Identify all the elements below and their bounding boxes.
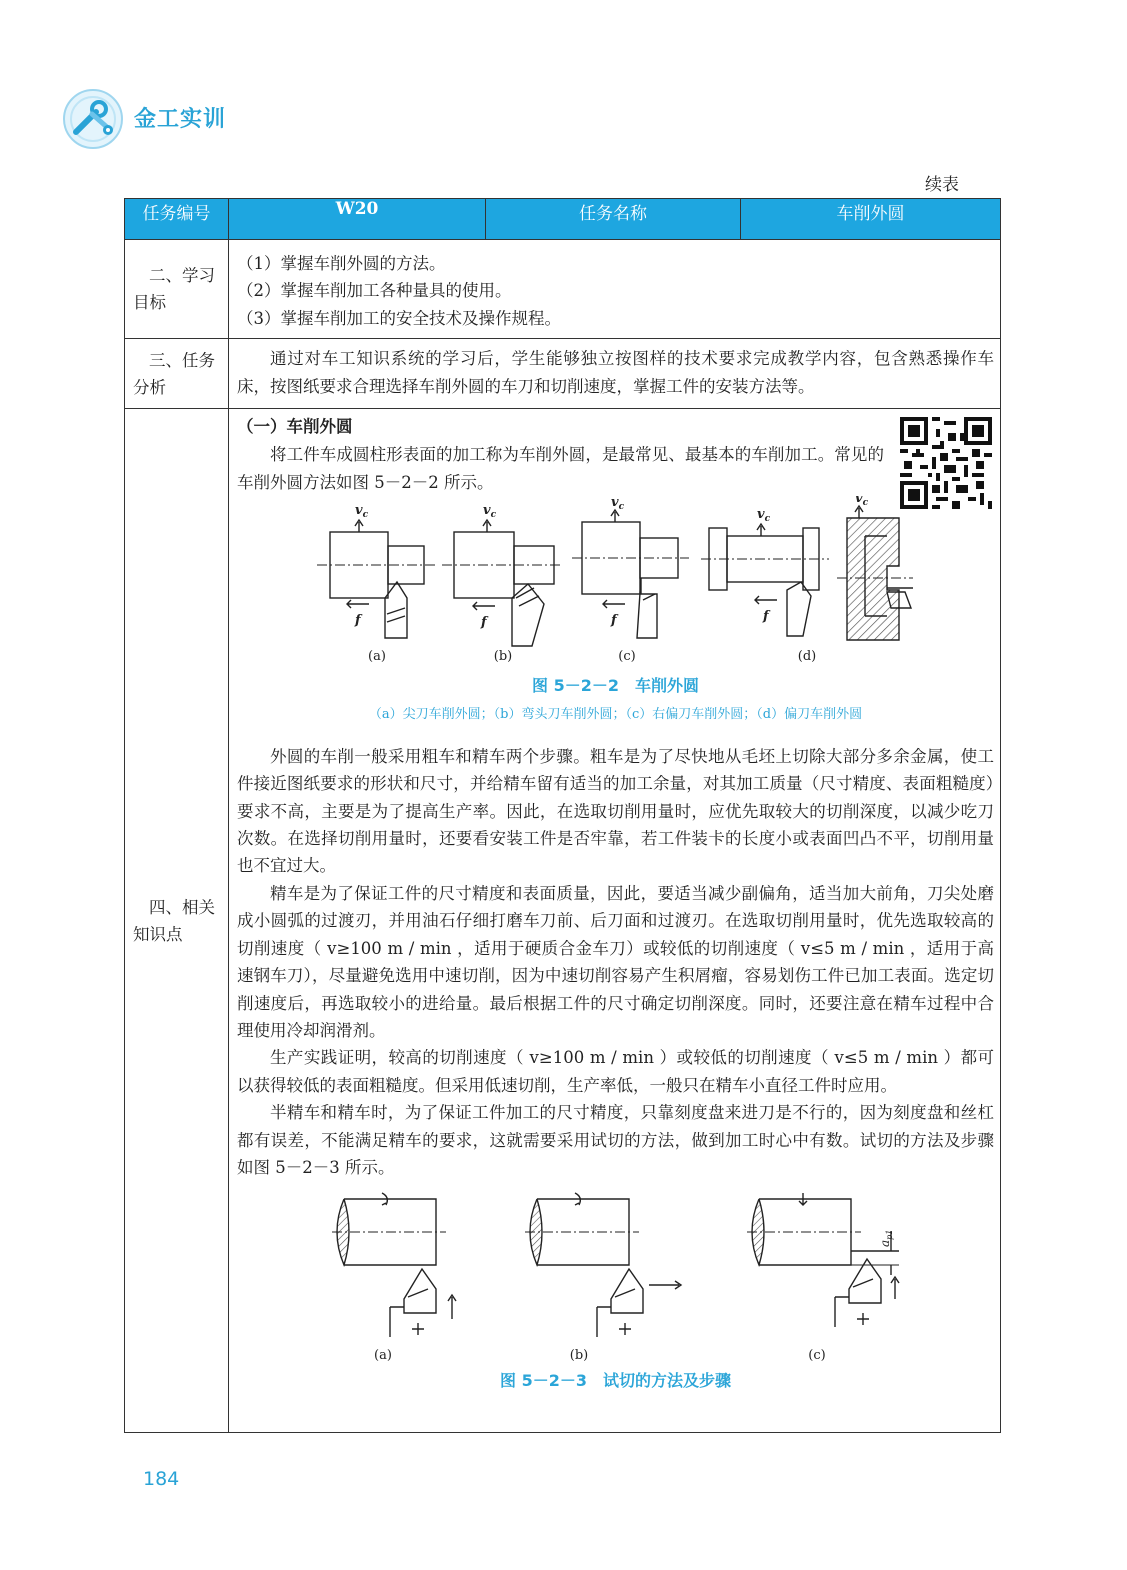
panel-a-drawing <box>317 520 435 638</box>
figure-5-2-3 <box>237 1189 994 1365</box>
f-label-d: f <box>763 609 769 625</box>
task-name-value: 车削外圆 <box>741 199 1001 240</box>
analysis-label-line2: 分析 <box>133 378 166 398</box>
analysis-label-line1: 三、任务 <box>149 351 215 371</box>
figure-5-2-2-caption: 图 5－2－2 车削外圆 <box>532 676 699 696</box>
fig2-panel-label: (a) <box>374 1348 392 1364</box>
trial-panel-c <box>747 1193 899 1327</box>
trial-panel-b <box>525 1193 681 1337</box>
goal-item: （1）掌握车削外圆的方法。 <box>237 254 446 273</box>
continued-label: 续表 <box>925 175 959 195</box>
panel-b-drawing <box>442 520 563 646</box>
trial-panel-a <box>332 1193 456 1337</box>
task-no-label: 任务编号 <box>125 199 229 240</box>
table-row-goals <box>125 240 1001 339</box>
trial-cut-diagram <box>237 1189 997 1365</box>
analysis-content <box>229 339 1001 409</box>
goals-label-line1: 二、学习 <box>149 266 215 285</box>
vc-label-b: $v_c$ <box>483 503 497 521</box>
table-header-row <box>125 199 1001 240</box>
vc-label-d: $v_c$ <box>757 507 771 525</box>
fig2-panel-label: (c) <box>808 1348 826 1364</box>
vc-label-a: $v_c$ <box>355 503 369 521</box>
table-row-analysis <box>125 339 1001 409</box>
knowledge-label-line2: 知识点 <box>133 924 183 944</box>
goals-content <box>229 240 1001 339</box>
fig1-panel-label: (a) <box>368 649 386 665</box>
knowledge-label <box>125 409 229 1433</box>
knowledge-content <box>229 409 1001 1433</box>
figure-5-2-2 <box>237 496 994 672</box>
goals-label-line2: 目标 <box>133 293 166 312</box>
figure-5-2-3-caption: 图 5－2－3 试切的方法及步骤 <box>500 1371 731 1391</box>
figure-5-2-2-subcaption: （a）尖刀车削外圆；（b）弯头刀车削外圆；（c）右偏刀车削外圆；（d）偏刀车削外圆 <box>368 707 863 723</box>
turning-diagram <box>237 496 997 672</box>
task-table <box>124 198 1001 1433</box>
fig1-panel-label: (b) <box>493 649 513 665</box>
body-paragraph: 半精车和精车时，为了保证工件加工的尺寸精度，只靠刻度盘来进刀是不行的，因为刻度盘和丝杠都有误差，不能满足精车的要求，这就需要采用试切的方法，做到加工时心中有数。试切的方法及步骤如图 5－2－3 所示。 <box>237 1103 994 1177</box>
wrench-gear-logo-icon <box>62 88 124 150</box>
fig1-panel-label: (c) <box>618 649 636 665</box>
fig1-panel-label: (d) <box>797 649 817 665</box>
task-name-label: 任务名称 <box>486 199 741 240</box>
knowledge-label-line1: 四、相关 <box>149 897 215 917</box>
goal-item: （3）掌握车削加工的安全技术及操作规程。 <box>237 308 561 328</box>
goal-item: （2）掌握车削加工各种量具的使用。 <box>237 281 512 301</box>
section-title: （一）车削外圆 <box>237 417 353 437</box>
ap-label: $a_{p1}$ <box>878 1229 894 1248</box>
analysis-text: 通过对车工知识系统的学习后，学生能够独立按图样的技术要求完成教学内容，包含熟悉操作车床，按图纸要求合理选择车削外圆的车刀和切削速度，掌握工件的安装方法等。 <box>237 349 994 396</box>
page-number: 184 <box>143 1468 180 1490</box>
intro-paragraph: 将工件车成圆柱形表面的加工称为车削外圆，是最常见、最基本的车削加工。常见的车削外圆方法如图 5－2－2 所示。 <box>237 445 884 492</box>
body-paragraph: 生产实践证明，较高的切削速度（ v≥100 m / min ）或较低的切削速度（ v≤5 m / min ）都可以获得较低的表面粗糙度。但采用低速切削，生产率低，一般只在精车小直径工件时应用。 <box>237 1048 994 1095</box>
task-no-value: W20 <box>229 199 486 240</box>
book-title: 金工实训 <box>134 107 227 132</box>
page-header <box>62 88 362 152</box>
fig2-panel-label: (b) <box>569 1348 589 1364</box>
f-label-c: f <box>611 613 617 629</box>
table-row-knowledge <box>125 409 1001 1433</box>
goals-label <box>125 240 229 339</box>
body-paragraph: 精车是为了保证工件的尺寸精度和表面质量，因此，要适当减少副偏角，适当加大前角，刀尖处磨成小圆弧的过渡刃，并用油石仔细打磨车刀前、后刀面和过渡刃。在选取切削用量时，优先选取较高的切削速度（ v≥100 m / min ，适用于硬质合金车刀）或较低的切削速度（ v≤5 m / min ，适用于高速钢车刀），尽量避免选用中速切削，因为中速切削容易产生积屑瘤，容易划伤工件已加工表面。选定切削速度后，再选取较小的进给量。最后根据工件的尺寸确定切削深度。同时，还要注意在精车过程中合理使用冷却润滑剂。 <box>237 883 994 1040</box>
panel-c-drawing <box>572 510 689 638</box>
f-label-b: f <box>481 615 487 631</box>
vc-label-c: $v_c$ <box>611 496 625 513</box>
vc-label-e: $v_c$ <box>855 496 869 509</box>
panel-e-drawing <box>837 506 913 640</box>
analysis-label <box>125 339 229 409</box>
body-paragraph: 外圆的车削一般采用粗车和精车两个步骤。粗车是为了尽快地从毛坯上切除大部分多余金属，使工件接近图纸要求的形状和尺寸，并给精车留有适当的加工余量，对其加工质量（尺寸精度、表面粗糙度）要求不高，主要是为了提高生产率。因此，在选取切削用量时，应优先取较大的切削深度，以减少吃刀次数。在选择切削用量时，还要看安装工件是否牢靠，若工件装卡的长度小或表面凹凸不平，切削用量也不宜过大。 <box>237 746 994 876</box>
f-label-a: f <box>355 613 361 629</box>
